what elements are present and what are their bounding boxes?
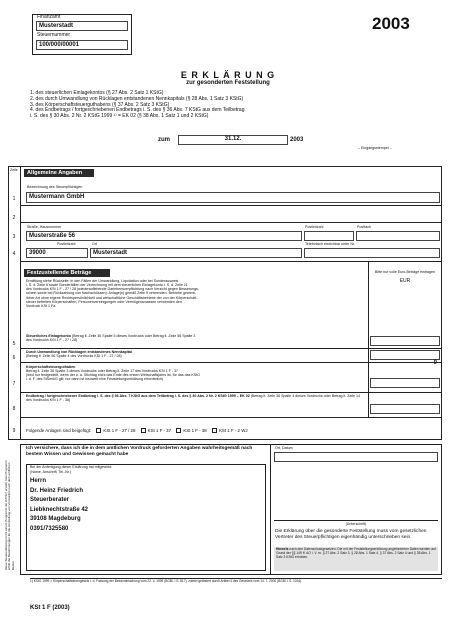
ort-label: Ort [92,242,97,246]
telefon-label: Telefonisch erreichbar unter Nr. [305,242,355,246]
intro-line: i. S. d. Zeile 6 sowie Sonderfällen der Verrechnung mit dem steuerlichen Einlagekonto i. S. d. Zeile 21 [26,283,188,288]
anlage-label: KSt 1 F - 2 WJ [218,428,248,433]
postfach-label: Postfach [357,225,371,229]
kst-guthaben-amount[interactable] [370,378,440,388]
row-number: 5 [12,341,16,347]
currency-label: EUR [399,278,411,284]
anlage-checkbox-38[interactable] [176,428,181,433]
amount-column-divider [368,261,369,417]
plz-label: Postleitzahl [57,242,76,246]
row-number: 8 [12,406,16,412]
signature-line[interactable] [274,520,438,521]
row7-line: i. d. F. des StSenkG gilt; nur dann ist insoweit eine Feststellungserklärung erforderlich) [26,377,164,382]
steuernummer-field[interactable]: 100/000/00001 [36,40,128,50]
row-divider [20,417,442,418]
row5-desc2: des Vordrucks KSt 1 F - 27 / 28) [26,338,78,343]
nennkapital-value: 0 [433,360,437,366]
row-number: 4 [12,251,16,257]
row-number: 1 [12,196,16,202]
unterschrift-note: Die Erklärung über die gesonderte Feststellung muss vom gesetzlichen Vertreter des Steuerpflichtigen eigenhändig unterschrieben sein. [275,529,427,540]
postleitzahl-label: Postleitzahl [305,225,324,229]
anlage-checkbox-37[interactable] [141,428,146,433]
anlage-label: KSt 1 F - 38 [183,428,207,433]
euro-note: Bitte nur volle Euro-Beträge eintragen [374,270,436,274]
plz-field[interactable]: 39000 [26,248,88,258]
title-item: 1. des steuerlichen Einlagekontos (§ 27 Abs. 2 Satz 1 KStG) [30,90,164,96]
title-item: i. S. des § 30 Abs. 2 Nr. 2 KStG 1999 ¹⁾ = EK 02 (§ 38 Abs. 1 Satz 1 und 2 KStG) [30,113,209,119]
berater-line: Herrn [30,478,47,484]
row-number: 6 [12,355,16,361]
row7-text [26,365,366,382]
title-items [30,91,330,120]
berater-address [30,477,88,534]
intro-line: Vordruck KSt 1 Fa. [26,303,57,308]
ek02-amount[interactable] [370,404,440,414]
form-id: KSt 1 F (2003) [30,605,70,611]
postfach-field[interactable] [356,231,440,241]
row8-text [26,394,366,402]
berater-line: Liebknechtstraße 42 [30,506,89,513]
intro-line: licher Art ohne eigene Rechtspersönlichkeit und wirtschaftliche Geschäftsbetriebe der von der Körperschaft- [26,295,198,300]
ort-field[interactable]: Musterstadt [90,248,302,258]
intro-line: des Vordrucks KSt 1 F - 27 / 28 (wiederauflebende Darlehensverpflichtung nach Verzicht gegen Besserungs- [26,287,199,292]
title-item: 4. des Endbetrags / fortgeschriebenen Endbetrags i. S. des § 36 Abs. 7 KStG aus dem Teilbetrag [30,107,245,114]
row-divider [20,362,442,363]
intro-line: schein sowie bei Rückzahlung von Nachschüssen): Anlage(n) gemäß Zeile 9 verwenden. Betriebe gewerb- [26,291,196,296]
row5-text [26,334,366,342]
berater-line: 39108 Magdeburg [30,516,81,522]
unterschrift-label: (Unterschrift) [345,522,367,526]
berater-line: Steuerberater [30,497,70,503]
strasse-field[interactable]: Musterstraße 56 [26,231,302,241]
row6-desc: (Betrag lt. Zeile 56 Spalte 4 des Vordrucks KSt 1 F - 27 / 28) [26,354,122,359]
row-number: 2 [12,215,16,221]
row7-line: Betrag lt. Zeile 36 Spalte 3 dieses Vordrucks oder Betrag lt. Zeile 17 des Vordrucks KSt 1 F - 37 [26,369,179,374]
anlagen-label: Folgende Anlagen sind beigefügt: [26,428,92,433]
anlagen-row [26,428,440,433]
zeile-column-divider [20,166,21,440]
bez-label: Bezeichnung des Steuerpflichtigen [27,185,83,189]
zum-year: 2003 [290,137,304,143]
festzustellende-intro [26,279,366,308]
einlagekonto-amount[interactable] [370,336,440,346]
zeile-label: Zeile [10,168,18,172]
mitwirkung-sublabel: (Name, Anschrift, Tel.-Nr.) [30,470,72,474]
row8-bold: Endbetrag / fortgeschriebener Endbetrag i. S. des § 36 Abs. 7 KStG aus dem Teilbetrag i. S. des § 30 Abs. 2 Nr. 2 KStG 1999 – EK 02 [26,394,250,398]
ort-datum-label: Ort, Datum [275,446,293,450]
row-divider [20,261,442,262]
row7-line: (wird nur festgestellt, wenn der o. a. Stichtag nicht das Ende des ersten Wirtschaftsjahrs ist, für das das KStG [26,373,200,378]
datev-side-note: Diese Steuererklärung ist mit einem Programm der DATEV erstellt. Das Programm erfüllt die Bestimmungen für die Herstellung von Vordrucken nach dem amtlichen Muster. [3,460,15,571]
nennkapital-amount[interactable] [370,350,440,366]
telefon-field[interactable] [304,248,440,258]
row6-bold: Durch Umwandlung von Rücklagen entstandenes Nennkapital [26,350,133,354]
steuernummer-label: Steuernummer [37,32,71,38]
eingangsstempel-label: – Eingangsstempel – [358,146,392,150]
ort-datum-field[interactable] [274,452,438,462]
mitwirkung-label: Bei der Anfertigung dieser Erklärung hat mitgewirkt: [30,465,112,469]
form-subtitle: zur gesonderten Feststellung [186,80,270,86]
row-number: 3 [12,234,16,240]
finanzamt-label: Finanzamt [37,14,61,20]
footnote: 1) KStG 1999 = Körperschaftsteuergesetz i. d. Fassung der Bekanntmachung vom 22. 4. 1999 (BGBl. I S. 817), zuletzt geändert durch Artikel 4 des Gesetzes vom 14. 7. 2000 (BGBl. I S. 1034). [30,579,303,583]
hinweis-box [274,547,438,571]
title-item: 2. des durch Umwandlung von Rücklagen entstandenen Nennkapitals (§ 28 Abs. 1 Satz 3 KStG) [30,95,244,102]
zum-date-field[interactable]: 31.12. [178,135,288,145]
row7-bold: Körperschaftsteuerguthaben [26,365,76,369]
row-divider [20,392,442,393]
row-number: 9 [12,428,16,434]
hinweis-text: nach den Datenschutzgesetzen: Die mit der Feststellungserklärung angeforderten Daten werden auf Grund der §§ 149 ff. AO i. V. m. § 27 Abs. 2 Satz 3, § 28 Abs. 1 Satz 4, § 37 Abs. 2 Satz 4 und § 38 Abs. 1 Satz 3 KStG erhoben. [276,547,436,559]
zum-label: zum [158,137,170,143]
festzustellende-header: Festzustellende Beträge [24,269,110,277]
anlage-label: KSt 1 F - 27 / 28 [103,428,136,433]
berater-line: 0391/7325580 [30,525,69,532]
bez-field[interactable]: Mustermann GmbH [26,192,440,203]
title-item: 3. des Körperschaftsteuerguthabens (§ 37 Abs. 2 Satz 3 KStG) [30,101,170,108]
row-divider [20,205,442,206]
row-number: 7 [12,381,16,387]
hinweis-bold: Hinweis [276,547,289,551]
intro-line: Ermittlung siehe Rückseite; in den Fällen der Umwandlung, Liquidation oder bei Sonderausweis [26,279,179,283]
allgemein-header: Allgemeine Angaben [24,169,94,177]
anlage-checkbox-2wj[interactable] [212,428,217,433]
row6-text [26,350,366,358]
row-divider [20,348,442,349]
anlage-label: KSt 1 F - 37 [147,428,172,433]
versicherung-divider [270,444,271,575]
row8-desc: (Betrag lt. Zeile 36 Spalte 4 dieses Vordrucks oder Betrag lt. Zeile 14 des Vordrucks KSt 1 F - 38) [26,394,361,403]
row5-desc: (Betrag lt. Zeile 36 Spalte 5 dieses Vordrucks oder Betrag lt. Zeile 56 Spalte 3 [70,334,196,338]
form-title: E R K L Ä R U N G [180,70,276,80]
versicherung-text: Ich versichere, dass ich die in dem amtlichen Vordruck geforderten Angaben wahrheitsgemäß nach bestem Wissen und Gewissen gemacht habe [26,446,253,457]
anlage-checkbox-27-28[interactable] [96,428,101,433]
finanzamt-field[interactable]: Musterstadt [36,21,128,31]
strasse-label: Straße, Hausnummer [27,225,62,229]
intro-line: steuer befreiten Körperschaften, Personenvereinigungen oder Vermögensmassen verwenden den [26,299,182,304]
berater-line: Dr. Heinz Friedrich [30,487,84,494]
year-title: 2003 [372,14,410,33]
row5-bold: Steuerliches Einlagekonto [26,334,71,338]
postleitzahl-field[interactable] [304,231,354,241]
row-divider [20,222,442,223]
